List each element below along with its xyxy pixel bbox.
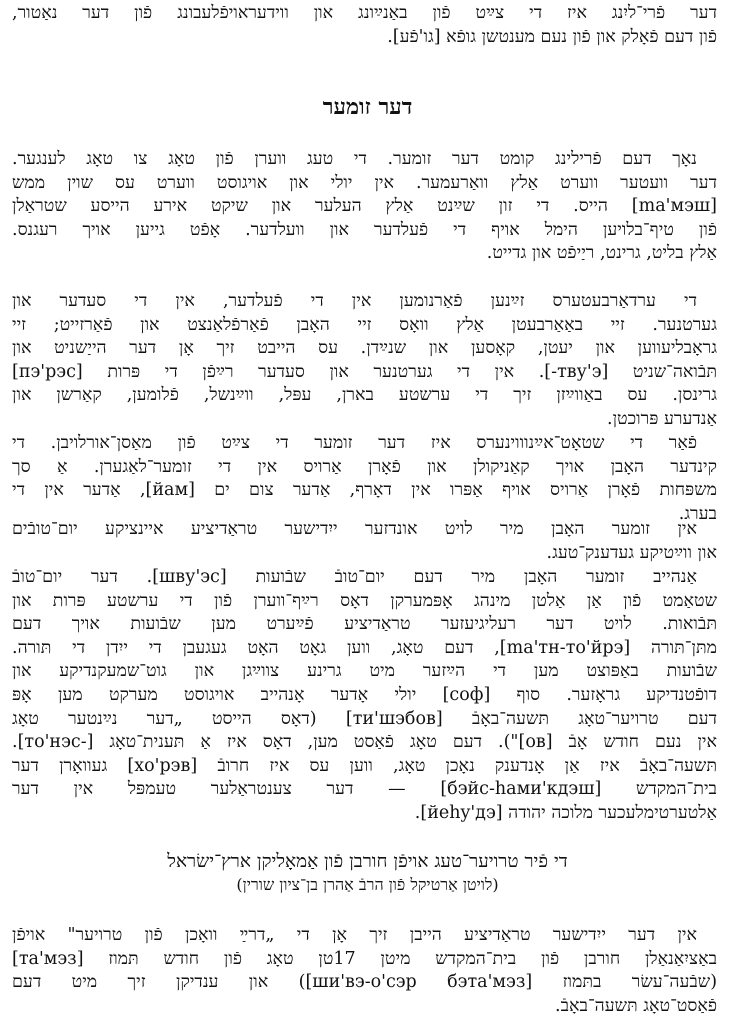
text-line: מתּן־תּורה [ma'тн-то'йрэ], דעם טאָג, ווען גאָט האָט געגעבן די ייִדן די תּורה. [12, 637, 717, 658]
paragraph-farmers [12, 290, 717, 432]
text-line: תּבֿואה־שניט [тву'э-]. אין די גערטנער און סעדער רײַפֿן די פּרות [пэ'рэс] [12, 361, 717, 382]
article-subheading [0, 850, 735, 896]
text-line: אין דער ייִדישער טראַדיציע הייבן זיך אָן די „דרײַ וואָכן פֿון טרויער" אויפֿן [12, 925, 697, 945]
paragraph-shavuot-tisha-bav [12, 566, 717, 826]
text-line: גערטנער. זיי באַאַרבעטן אַלץ וואָס זיי האָבן פֿאַרפֿלאַנצט און פֿאַרזייט; זיי [12, 314, 717, 335]
text-line: דופֿטנדיקע גראָזער. סוף [соф] יולי אָדער אָנהייב אויגוסט מערקט מען אָפּ [12, 684, 717, 705]
text-line: תּבֿואות. לויט דער רעליגיעזער טראַדיציע פֿײַערט מען שבֿועות אויך דעם [12, 614, 717, 635]
text-line: בית־המקדש [бэйс-hами'кдэш] — דער צענטראַלער טעמפּל אין דער [12, 779, 717, 800]
text-line: און ווײַטיקע געדענק־טעג. [546, 542, 717, 563]
text-line: באַציִאַנאַלן חורבן פֿון בית־המקדש מיטן 17טן טאָג פֿון חודש תּמוז [та'мэз] [12, 948, 717, 969]
text-line: בערג. [678, 503, 717, 524]
text-line: דעם טרויער־טאָג תּשעה־באָבֿ [ти'шэбов] (דאָס הייסט „דער נײַנטער טאָג [12, 708, 717, 729]
text-line: אַנהייב זומער האָבן מיר דעם יום־טובֿ שבֿועות [шву'эс]. דער יום־טובֿ [12, 567, 697, 587]
text-line: פֿאַסט־טאָג תּשעה־באָבֿ. [555, 995, 717, 1016]
text-line: [ma'мэш] הייס. די זון שײַנט אַלץ העלער און שיקט אירע הייסע שטראַלן [12, 196, 717, 217]
text-line: פֿון טיף־בלויען הימל אויף די פֿעלדער און וועלדער. אָפֿט גייען אויך רעגנס. [12, 219, 717, 240]
text-line: גרינסן. עס באַווײַזן זיך די ערשטע בארן, עפּל, ווײַנשל, פֿלומען, קאַרשן און [12, 385, 717, 406]
text-line: אין נעם חודש אָבֿ [ов]"). דעם טאָג פֿאַסט מען, דאָס איז אַ תּענית־טאָג [-то'нэс]. [12, 732, 717, 753]
text-line: אַלץ בליט, גרינט, ריַיפֿט און גדייט. [486, 243, 717, 264]
intro-paragraph [12, 2, 717, 49]
text-line: אין זומער האָבן מיר לויט אונדזער ייִדישער טראַדיציע איינציקע יום־טובֿים [12, 519, 697, 539]
paragraph-city-vacations [12, 432, 717, 526]
subheading-title: די פֿיר טרויער־טעג אויפֿן חורבן פֿון אַמאָליקן ארץ־ישׂראל [167, 851, 568, 872]
text-line: שבֿועות באַפּוצט מען די הײַזער מיט גרינע צווײַגן און גוט־שמעקנדיקע און [12, 661, 717, 682]
text-line: די ערדאַרבעטערס זײַנען פֿאַרנומען אין די פֿעלדער, אין די סעדער און [12, 291, 697, 311]
text-line: אַלטערטימלעכער מלוכה יהודה [йеhy'дэ]. [414, 802, 717, 823]
text-line: דער פֿרי־ליִנג איז די צײַט פֿון באַנײַונג און ווידעראויפֿלעבונג פֿון דער נאַטור, [12, 3, 717, 23]
text-line: פֿון דעם פֿאָלק און פֿון נעם מענטשן גופֿא [גו'פֿע]. [387, 26, 717, 47]
paragraph-holidays-intro [12, 518, 717, 565]
text-line: קינדער האָבן אויך קאַניקולן און פֿאָרן אַרויס אין די זומער־לאַגערן. אַ סך [12, 456, 717, 477]
paragraph-summer-weather [12, 148, 717, 266]
text-line: דער וועטער ווערט אַלץ וואַרעמער. אין יולי און אויגוסט ווערט עס שוין ממש [12, 172, 717, 193]
text-line: משפּחות פֿאָרן אַרויס אויף אַפּרו אין דאָרף, אַדער צום ים [йам], אַדער אין די [12, 480, 717, 501]
text-line: (שבֿעה־עשׂר בתּמוז [ши'вэ-о'сэр бэта'мэз]) און ענדיקן זיך מיט דעם [12, 972, 717, 993]
text-line: גראָבליעווען און יעטן, קאָסען און שנײַדן. עס הייבט זיך אָן דער הייַשניט און [12, 338, 717, 359]
text-line: פֿאַר די שטאָט־אײַנוווינערס איז דער זומער די צײַט פֿון מאַסן־אורלויבן. די [12, 433, 697, 453]
text-line: נאָך דעם פֿרילינג קומט דער זומער. די טעג ווערן פֿון טאָג צו טאָג לענגער. [12, 149, 697, 169]
text-line: שטאַמט פֿון אַן אַלטן מינהג אָפּמערקן דאָס רײַף־ווערן פֿון די ערשטע פּרות און [12, 590, 717, 611]
section-heading: דער זומער [322, 94, 413, 120]
subheading-byline: (לויטן אַרטיקל פֿון הרבֿ אַהרן בן־ציון שורין) [236, 875, 499, 894]
paragraph-three-weeks [12, 924, 717, 1018]
text-line: אַנדערע פּרוכטן. [607, 408, 717, 429]
text-line: תּשעה־באָבֿ איז אַן אָנדענק נאָכן טאָג, ווען עס איז חרובֿ [хо'рэв] געוואָרן דער [12, 755, 717, 776]
